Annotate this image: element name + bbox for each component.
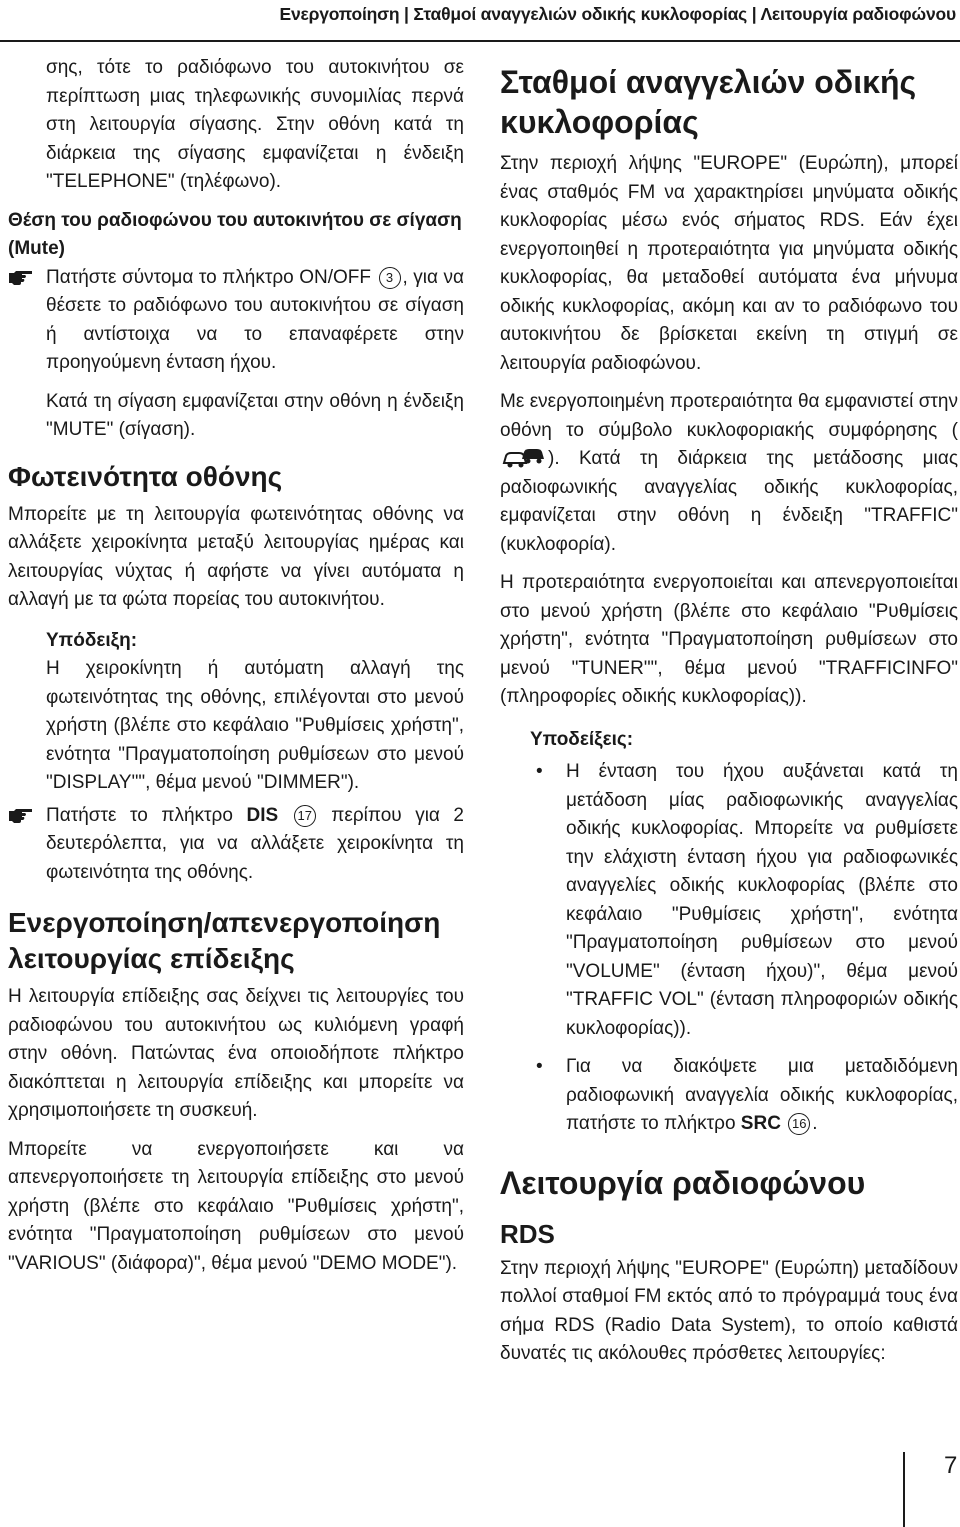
intro-paragraph: σης, τότε το ραδιόφωνο του αυτοκινήτου σε περίπτωση μιας τηλεφωνικής συνομιλίας περνά στη λειτουργία σίγασης. Στην οθόνη κατά τη διάρκεια της σίγασης εμφανίζεται η ένδειξη "TELEPHONE" (τηλέφωνο). [46, 57, 464, 192]
hint-2-text-b: . [812, 1113, 818, 1134]
traffic-heading: Σταθμοί αναγγελιών οδικής κυκλοφορίας [500, 64, 917, 140]
page-header [0, 0, 960, 44]
dis-key-label: DIS [246, 804, 279, 826]
header-title: Ενεργοποίηση | Σταθμοί αναγγελιών οδικής κυκλοφορίας | Λειτουργία ραδιοφώνου [279, 4, 956, 24]
src-key-number: 16 [788, 1113, 810, 1135]
mute-step-text-b: , για να θέσετε το ραδιόφωνο του αυτοκινήτου σε σίγαση ή αντίστοιχα να το επαναφέρετε στην προηγούμενη ένταση ήχου. [46, 266, 465, 373]
demo-text-1: Η λειτουργία επίδειξης σας δείχνει τις λειτουργίες του ραδιοφώνου του αυτοκινήτου ως κυλιόμενη γραφή στην οθόνη. Πατώντας ένα οποιοδήποτε πλήκτρο διακόπτεται η λειτουργία επίδειξης και μπορείτε να χρησιμοποιήσετε τη συσκευή. [8, 986, 464, 1121]
brightness-heading: Φωτεινότητα οθόνης [8, 460, 283, 492]
hint-item-1 [530, 758, 958, 1043]
demo-heading: Ενεργοποίηση/απενεργοποίηση λειτουργίας επίδειξης [8, 907, 441, 974]
mute-step-text-a: Πατήστε σύντομα το πλήκτρο ON/OFF [46, 266, 371, 288]
traffic-paragraph-2 [500, 388, 958, 559]
traffic-p2-text-b: ). Κατά τη διάρκεια της μετάδοσης μιας ραδιοφωνικής αναγγελίας οδικής κυκλοφορίας, εμφανίζεται στην οθόνη η ένδειξη "TRAFFIC" (κυκλοφορία). [500, 448, 958, 555]
mute-note: Κατά τη σίγαση εμφανίζεται στην οθόνη η ένδειξη "MUTE" (σίγαση). [46, 390, 464, 440]
src-key-label: SRC [740, 1113, 781, 1134]
hints-title: Υποδείξεις: [530, 728, 634, 750]
on-off-key-number: 3 [379, 267, 401, 289]
dis-key-number: 17 [294, 805, 316, 827]
hint-text: Η χειροκίνητη ή αυτόματη αλλαγή της φωτεινότητας της οθόνης, επιλέγονται στο μενού χρήστη (βλέπε στο κεφάλαιο "Ρυθμίσεις χρήστη", ενότητα "Πραγματοποίηση ρυθμίσεων στο μενού "DISPLAY"", θέμα μενού "DIMMER"). [46, 658, 464, 793]
traffic-jam-icon [502, 447, 546, 469]
rds-heading: RDS [500, 1218, 555, 1249]
traffic-paragraph-3: Η προτεραιότητα ενεργοποιείται και απενεργοποιείται στο μενού χρήστη (βλέπε στο κεφάλαιο "Ρυθμίσεις χρήστη", ενότητα "Πραγματοποίηση ρυθμίσεων στο μενού "TUNER"", θέμα μενού "TRAFFICINFO" (πληροφορίες οδικής κυκλοφορίας)). [500, 572, 958, 707]
dis-step [8, 802, 464, 888]
bullet-dot-icon: • [536, 761, 543, 782]
dis-step-text-a: Πατήστε το πλήκτρο [46, 804, 233, 826]
mute-step [8, 264, 464, 378]
rds-text: Στην περιοχή λήψης "EUROPE" (Ευρώπη) μεταδίδουν πολλοί σταθμοί FM εκτός από το πρόγραμμά τους ένα σήμα RDS (Radio Data System), το οποίο καθιστά δυνατές τις ακόλουθες πρόσθετες λειτουργίες: [500, 1257, 958, 1364]
hint-item-2 [530, 1053, 958, 1139]
radio-heading: Λειτουργία ραδιοφώνου [500, 1164, 866, 1201]
left-column [8, 54, 464, 1278]
hint-2-text-a: Για να διακόψετε μια μεταδιδόμενη ραδιοφωνική αναγγελία οδικής κυκλοφορίας, πατήστε το πλήκτρο [566, 1056, 958, 1134]
hint-1-text: Η ένταση του ήχου αυξάνεται κατά τη μετάδοση μίας ραδιοφωνικής αναγγελίας οδικής κυκλοφορίας. Μπορείτε να ρυθμίσετε την ελάχιστη ένταση ήχου για ραδιοφωνικές αναγγελίες οδικής κυκλοφορίας (βλέπε στο κεφάλαιο "Ρυθμίσεις χρήστη", ενότητα "Πραγματοποίηση ρυθμίσεων στο μενού "VOLUME" (ένταση ήχου)", θέμα μενού "TRAFFIC VOL" (ένταση πληροφοριών οδικής κυκλοφορίας)). [566, 761, 958, 1039]
traffic-paragraph-1: Στην περιοχή λήψης "EUROPE" (Ευρώπη), μπορεί ένας σταθμός FM να χαρακτηρίσει μηνύματα οδικής κυκλοφορίας μέσω ενός σήματος RDS. Εάν έχει ενεργοποιηθεί η προτεραιότητα για μηνύματα οδικής κυκλοφορίας, θα μεταδοθεί αυτόματα ένα μήνυμα οδικής κυκλοφορίας, ακόμη και αν το ραδιόφωνο του αυτοκινήτου δε βρίσκεται εκείνη τη στιγμή σε λειτουργία ραδιοφώνου. [500, 153, 958, 374]
demo-text-2: Μπορείτε να ενεργοποιήσετε και να απενεργοποιήσετε τη λειτουργία επίδειξης στο μενού χρήστη (βλέπε στο κεφάλαιο "Ρυθμίσεις χρήστη", ενότητα "Πραγματοποίηση ρυθμίσεων στο μενού "VARIOUS" (διάφορα)", θέμα μενού "DEMO MODE"). [8, 1138, 464, 1274]
hint-title: Υπόδειξη: [46, 629, 138, 651]
traffic-p2-text-a: Με ενεργοποιημένη προτεραιότητα θα εμφανιστεί στην οθόνη το σύμβολο κυκλοφοριακής συμφόρησης ( [500, 391, 958, 441]
brightness-text: Μπορείτε με τη λειτουργία φωτεινότητας οθόνης να αλλάξετε χειροκίνητα μεταξύ λειτουργίας ημέρας και λειτουργίας νύχτας ή αφήστε να γίνει αυτόματα η αλλαγή με τα φώτα πορείας του αυτοκινήτου. [8, 503, 464, 610]
right-column [500, 62, 958, 1369]
dis-step-text-b: περίπου για 2 δευτερόλεπτα, για να αλλάξετε χειροκίνητα τη φωτεινότητα της οθόνης. [46, 804, 465, 883]
pointing-hand-icon [8, 803, 34, 827]
footer-rule [903, 1452, 905, 1527]
bullet-dot-icon: • [536, 1056, 543, 1077]
page-number: 7 [944, 1452, 958, 1479]
header-rule [0, 40, 960, 42]
pointing-hand-icon [8, 265, 34, 289]
mute-heading: Θέση του ραδιοφώνου του αυτοκινήτου σε σίγαση (Mute) [8, 209, 462, 259]
